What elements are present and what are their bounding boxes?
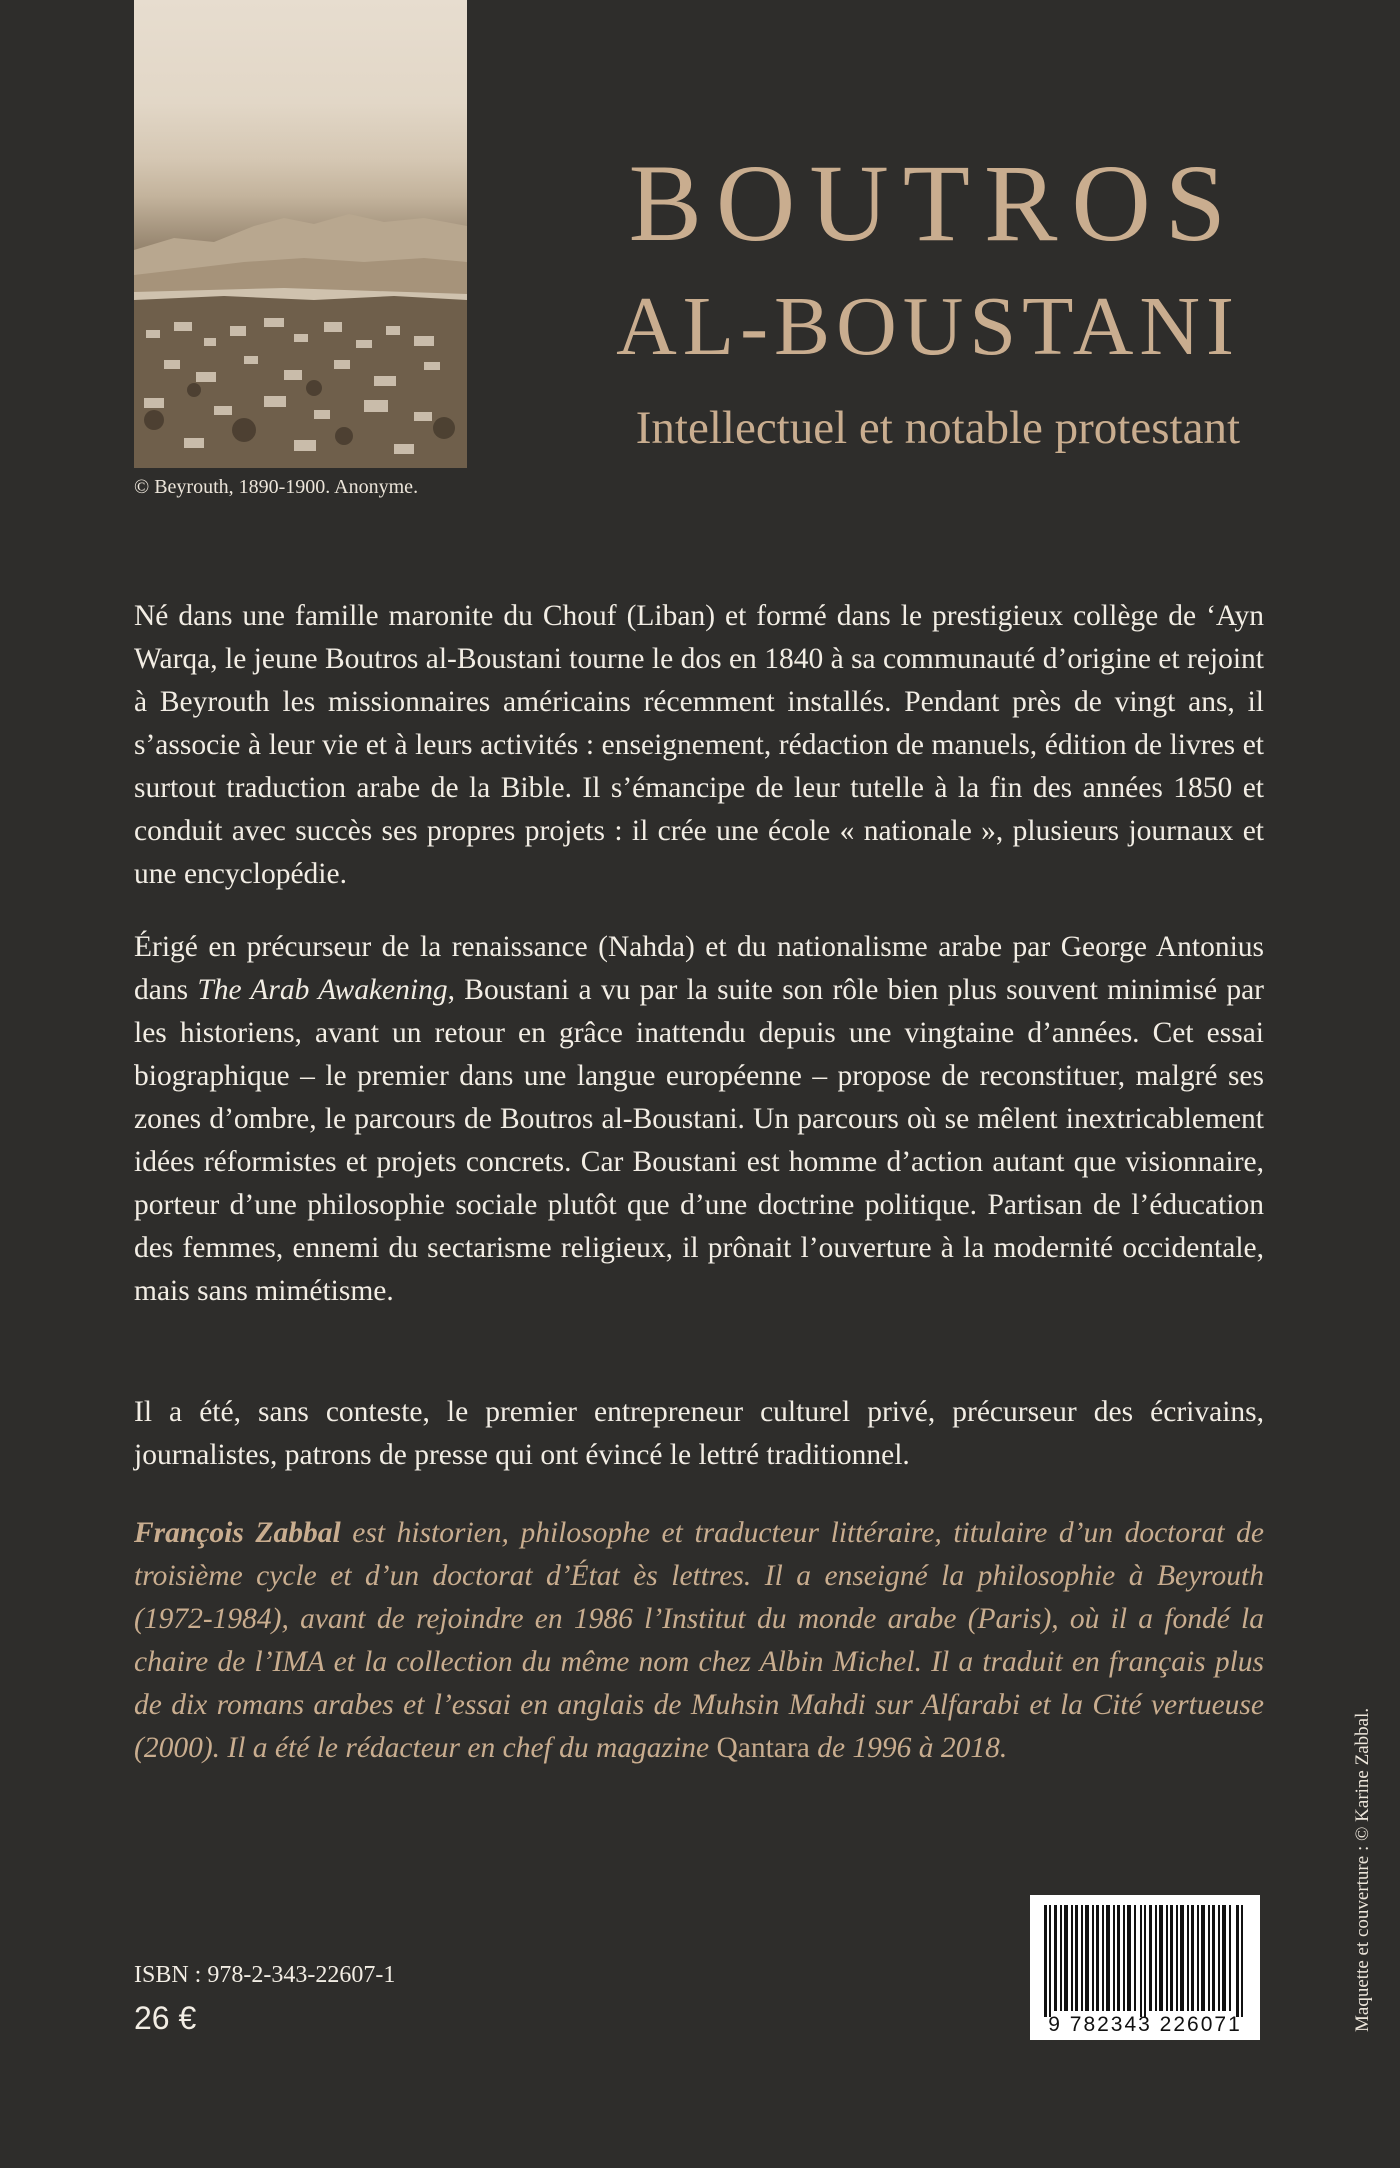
title-line-2: AL-BOUSTANI [616, 280, 1240, 373]
subtitle: Intellectuel et notable protestant [635, 402, 1240, 454]
book-title: The Arab Awakening [197, 974, 448, 1006]
price: 26 € [134, 2000, 197, 2036]
title-line-1: BOUTROS [628, 142, 1240, 264]
summary-paragraph-2 [134, 926, 1264, 1313]
author-name: François Zabbal [134, 1517, 341, 1549]
isbn: ISBN : 978-2-343-22607-1 [134, 1962, 396, 1988]
barcode-digits: 9 782343 226071 [1048, 2013, 1242, 2036]
barcode [1030, 1895, 1260, 2040]
bio-text-part-2: de 1996 à 2018. [809, 1732, 1008, 1764]
bio-text-part-1: est historien, philosophe et traducteur littéraire, titulaire d’un doctorat de troisième cycle et d’un doctorat d’État ès lettres. Il a enseigné la philosophie à Beyrouth (1972-1984), avant de rejoindre en 1986 l’Institut du monde arabe (Paris), où il a fondé la chaire de l’IMA et la collection du même nom chez Albin Michel. Il a traduit en français plus de dix romans arabes et l’essai en anglais de Muhsin Mahdi sur Alfarabi et la Cité vertueuse (2000). Il a été le rédacteur en chef du magazine [134, 1517, 1264, 1764]
magazine-name: Qantara [716, 1732, 810, 1764]
author-bio [134, 1512, 1264, 1770]
summary-paragraph-1: Né dans une famille maronite du Chouf (Liban) et formé dans le prestigieux collège de ‘Ayn Warqa, le jeune Boutros al-Boustani tourne le dos en 1840 à sa communauté d’origine et rejoint à Beyrouth les missionnaires américains récemment installés. Pendant près de vingt ans, il s’associe à leur vie et à leurs activités : enseignement, rédaction de manuels, édition de livres et surtout traduction arabe de la Bible. Il s’émancipe de leur tutelle à la fin des années 1850 et conduit avec succès ses propres projets : il crée une école « nationale », plusieurs journaux et une encyclopédie. [134, 600, 1264, 890]
design-credit [1352, 1632, 1378, 2032]
photo-landscape-illustration [134, 0, 467, 468]
paragraph-2-part-2: , Boustani a vu par la suite son rôle bien plus souvent minimisé par les historiens, avant un retour en grâce inattendu depuis une vingtaine d’années. Cet essai biographique – le premier dans une langue européenne – propose de reconstituer, malgré ses zones d’ombre, le parcours de Boutros al-Boustani. Un parcours où se mêlent inextricablement idées réformistes et projets concrets. Car Boustani est homme d’action autant que visionnaire, porteur d’une philosophie sociale plutôt que d’une doctrine politique. Partisan de l’éducation des femmes, ennemi du sectarisme religieux, il prônait l’ouverture à la modernité occidentale, mais sans mimétisme. [134, 974, 1265, 1307]
summary-paragraph-3: Il a été, sans conteste, le premier entrepreneur culturel privé, précurseur des écrivains, journalistes, patrons de presse qui ont évincé le lettré traditionnel. [134, 1396, 1264, 1471]
paragraph-2-part-1: Érigé en précurseur de la renaissance (Nahda) et du nationalisme arabe par George Antonius dans [134, 931, 1264, 1006]
design-credit-text: Maquette et couverture : © Karine Zabbal. [1352, 1707, 1373, 2032]
photo-caption: © Beyrouth, 1890-1900. Anonyme. [134, 476, 419, 498]
cover-photo-beirut [134, 0, 467, 468]
